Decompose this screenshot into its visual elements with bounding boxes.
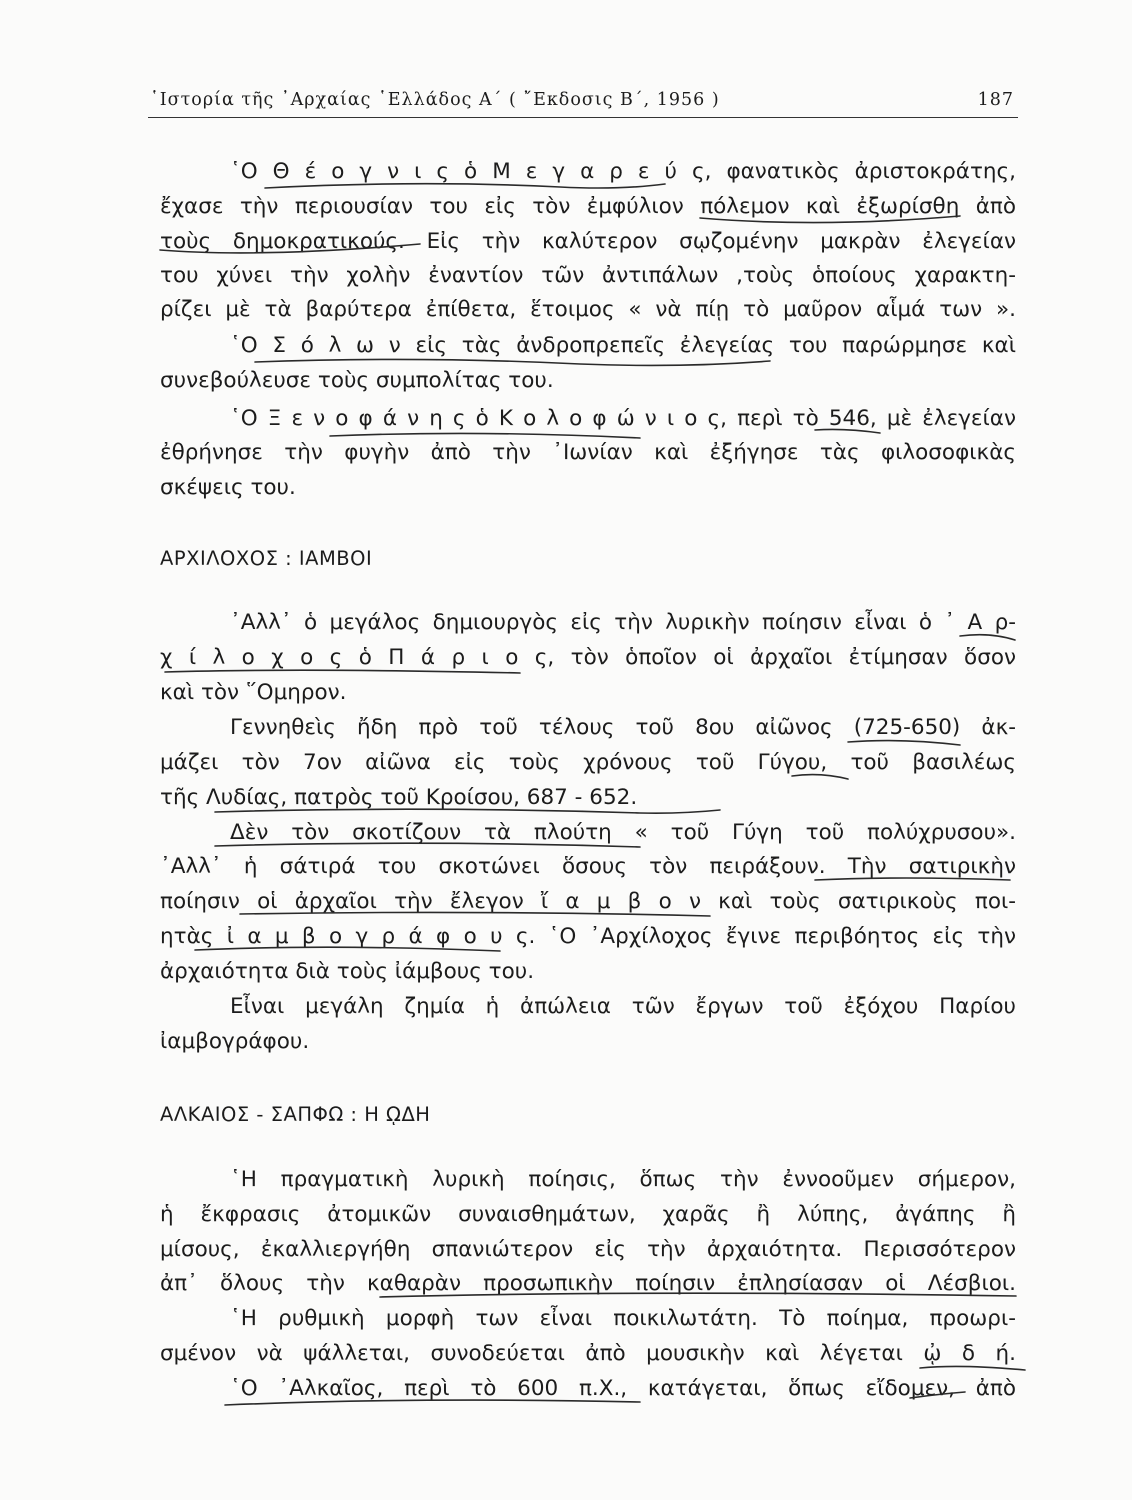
- text-line: ᾿Αλλ᾿ ὁ μεγάλος δημιουργὸς εἰς τὴν λυρικὴν ποίησιν εἶναι ὁ ᾿ Α ρ-: [230, 610, 1016, 635]
- text-line: ἀρχαιότητα διὰ τοὺς ἰάμβους του.: [160, 959, 535, 984]
- text-line: χ ί λ ο χ ο ς ὁ Π ά ρ ι ο ς, τὸν ὁποῖον οἱ ἀρχαῖοι ἐτίμησαν ὅσον: [160, 645, 1016, 670]
- text-line: συνεβούλευσε τοὺς συμπολίτας του.: [160, 368, 554, 393]
- text-line: σκέψεις του.: [160, 475, 296, 500]
- underline-mark: [960, 635, 1015, 640]
- text-line: ἰαμβογράφου.: [160, 1029, 310, 1054]
- section-heading-archilochos: ΑΡΧΙΛΟΧΟΣ : ΙΑΜΒΟΙ: [160, 547, 373, 570]
- text-line: ποίησιν οἱ ἀρχαῖοι τὴν ἔλεγον ἴ α μ β ο ν καὶ τοὺς σατιρικοὺς ποι-: [160, 889, 1016, 914]
- text-line: ἀπ᾿ ὅλους τὴν καθαρὰν προσωπικὴν ποίησιν ἐπλησίασαν οἱ Λέσβιοι.: [160, 1271, 1016, 1296]
- underline-mark: [700, 216, 960, 223]
- underline-mark: [815, 429, 880, 433]
- underline-mark: [215, 843, 640, 847]
- text-line: ῾Ο ᾿Αλκαῖος, περὶ τὸ 600 π.Χ., κατάγεται, ὅπως εἴδομεν, ἀπὸ: [230, 1376, 1016, 1401]
- underline-mark: [195, 947, 500, 951]
- underline-mark: [380, 1293, 1016, 1297]
- underline-mark: [165, 670, 520, 673]
- text-line: ῾Ο Θ έ ο γ ν ι ς ὁ Μ ε γ α ρ ε ύ ς, φανατικὸς ἀριστοκράτης,: [230, 159, 1016, 184]
- text-line: τῆς Λυδίας, πατρὸς τοῦ Κροίσου, 687 - 652.: [160, 785, 638, 810]
- underline-mark: [920, 1366, 1025, 1370]
- section-heading-alcaeus-sappho: ΑΛΚΑΙΟΣ - ΣΑΠΦΩ : Η ῼΔΗ: [160, 1103, 431, 1126]
- page-number: 187: [977, 90, 1014, 110]
- underline-mark: [160, 244, 420, 253]
- text-line: ῾Η ρυθμικὴ μορφὴ των εἶναι ποικιλωτάτη. Τὸ ποίημα, προωρι-: [230, 1306, 1016, 1331]
- underline-mark: [255, 359, 770, 365]
- text-line: ῾Η πραγματικὴ λυρικὴ ποίησις, ὅπως τὴν ἐννοοῦμεν σήμερον,: [230, 1167, 1016, 1192]
- text-line: Δὲν τὸν σκοτίζουν τὰ πλούτη « τοῦ Γύγη τοῦ πολύχρυσου».: [230, 820, 1016, 845]
- text-line: ἡ ἔκφρασις ἀτομικῶν συναισθημάτων, χαρᾶς ἢ λύπης, ἀγάπης ἢ: [160, 1202, 1016, 1227]
- text-line: καὶ τὸν ῞Ομηρον.: [160, 680, 347, 705]
- text-line: μίσους, ἐκαλλιεργήθη σπανιώτερον εἰς τὴν ἀρχαιότητα. Περισσότερον: [160, 1237, 1016, 1262]
- underline-mark: [240, 912, 710, 916]
- underline-mark: [215, 809, 720, 813]
- underline-mark: [265, 184, 665, 188]
- underline-mark: [848, 741, 960, 745]
- running-title: ῾Ιστορία τῆς ᾿Αρχαίας ῾Ελλάδος Α΄ ( ῎Εκδοσις Β΄, 1956 ): [150, 90, 720, 110]
- text-line: του χύνει τὴν χολὴν ἐναντίον τῶν ἀντιπάλων ,τοὺς ὁποίους χαρακτη-: [160, 263, 1016, 288]
- text-line: ᾿Αλλ᾿ ἡ σάτιρά του σκοτώνει ὅσους τὸν πειράξουν. Τὴν σατιρικὴν: [160, 854, 1016, 879]
- text-line: μάζει τὸν 7ον αἰῶνα εἰς τοὺς χρόνους τοῦ Γύγου, τοῦ βασιλέως: [160, 750, 1016, 775]
- text-line: ρίζει μὲ τὰ βαρύτερα ἐπίθετα, ἕτοιμος « νὰ πίῃ τὸ μαῦρον αἷμά των ».: [160, 297, 1016, 322]
- text-line: σμένον νὰ ψάλλεται, συνοδεύεται ἀπὸ μουσικὴν καὶ λέγεται ᾠ δ ή.: [160, 1341, 1016, 1366]
- text-line: ητὰς ἰ α μ β ο γ ρ ά φ ο υ ς. ῾Ο ᾿Αρχίλοχος ἔγινε περιβόητος εἰς τὴν: [160, 924, 1016, 949]
- text-line: ῾Ο Ξ ε ν ο φ ά ν η ς ὁ Κ ο λ ο φ ώ ν ι ο ς, περὶ τὸ 546, μὲ ἐλεγείαν: [230, 406, 1016, 431]
- text-line: ἔχασε τὴν περιουσίαν του εἰς τὸν ἐμφύλιον πόλεμον καὶ ἐξωρίσθη ἀπὸ: [160, 194, 1016, 219]
- text-line: τοὺς δημοκρατικούς. Εἰς τὴν καλύτερον σῳζομένην μακρὰν ἐλεγείαν: [160, 229, 1016, 254]
- text-line: Εἶναι μεγάλη ζημία ἡ ἀπώλεια τῶν ἔργων τοῦ ἐξόχου Παρίου: [230, 994, 1016, 1019]
- text-line: ῾Ο Σ ό λ ω ν εἰς τὰς ἀνδροπρεπεῖς ἐλεγείας του παρώρμησε καὶ: [230, 333, 1016, 358]
- underline-mark: [910, 1392, 965, 1398]
- text-line: Γεννηθεὶς ἤδη πρὸ τοῦ τέλους τοῦ 8ου αἰῶνος (725-650) ἀκ-: [230, 715, 1016, 740]
- underline-mark: [815, 878, 1010, 880]
- underline-mark: [225, 1400, 640, 1405]
- underline-mark: [792, 775, 848, 779]
- text-line: ἐθρήνησε τὴν φυγὴν ἀπὸ τὴν ᾿Ιωνίαν καὶ ἐξήγησε τὰς φιλοσοφικὰς: [160, 440, 1016, 465]
- underline-mark: [330, 433, 640, 438]
